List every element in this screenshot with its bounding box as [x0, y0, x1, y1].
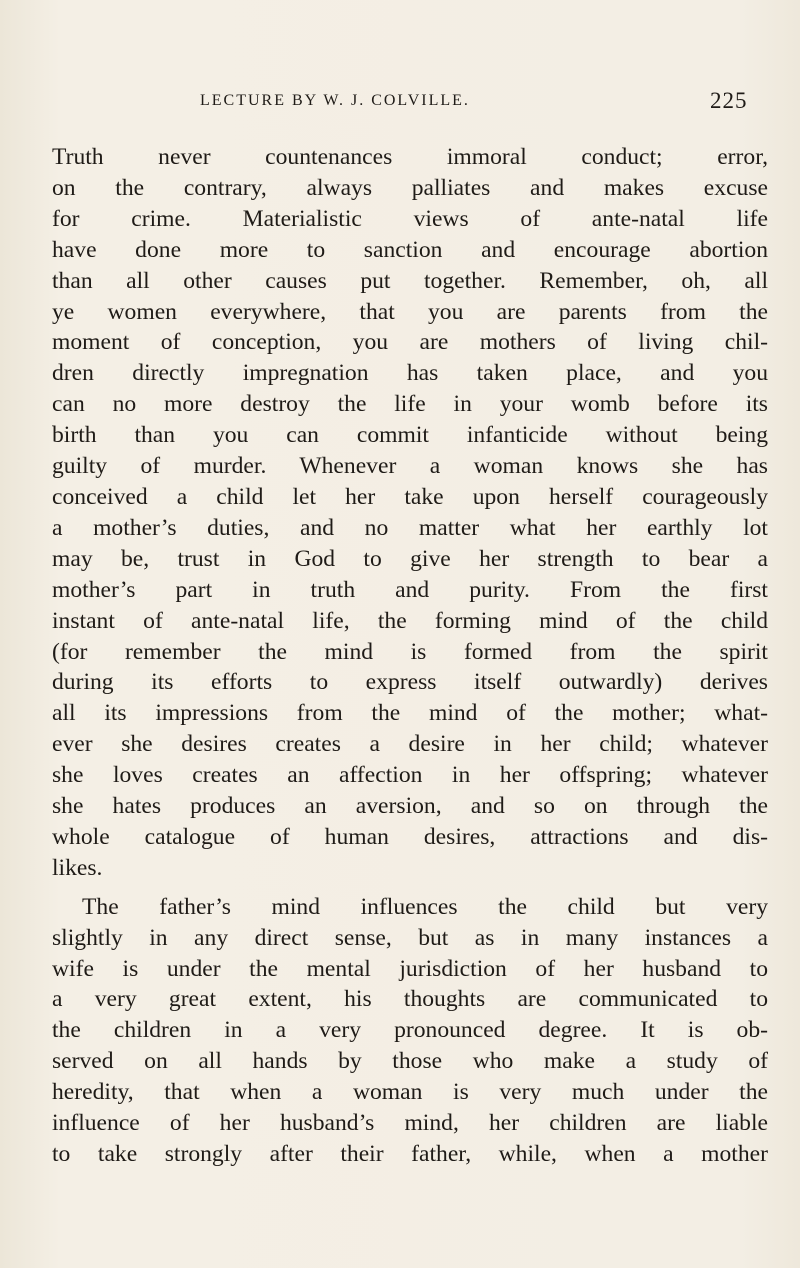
- text-line: wife is under the mental jurisdiction of her husband to: [52, 955, 768, 982]
- text-line: on the contrary, always palliates and makes excuse: [52, 174, 768, 201]
- text-line: a mother’s duties, and no matter what her earthly lot: [52, 514, 768, 541]
- page-number: 225: [710, 88, 748, 113]
- text-line: ever she desires creates a desire in her child; whatever: [52, 731, 768, 758]
- text-line: she hates produces an aversion, and so on through the: [52, 793, 768, 820]
- text-line: during its efforts to express itself outwardly) derives: [52, 669, 768, 696]
- text-line: dren directly impregnation has taken place, and you: [52, 360, 768, 387]
- text-line: to take strongly after their father, while, when a mother: [52, 1141, 768, 1167]
- text-line: for crime. Materialistic views of ante-natal life: [52, 205, 768, 232]
- body-text: [52, 142, 768, 1170]
- text-line: The father’s mind influences the child but very: [82, 893, 768, 920]
- text-line: instant of ante-natal life, the forming mind of the child: [52, 607, 768, 634]
- text-line: Truth never countenances immoral conduct; error,: [52, 144, 768, 170]
- text-line: all its impressions from the mind of the mother; what-: [52, 700, 768, 727]
- paragraph-gap: [52, 884, 768, 892]
- text-line: than all other causes put together. Remember, oh, all: [52, 267, 768, 294]
- text-line: whole catalogue of human desires, attractions and dis-: [52, 823, 768, 850]
- text-line: moment of conception, you are mothers of living chil-: [52, 329, 768, 356]
- text-line: can no more destroy the life in your womb before its: [52, 391, 768, 418]
- paragraph-2: [52, 892, 768, 1170]
- text-line: heredity, that when a woman is very much under the: [52, 1079, 768, 1106]
- text-line: ye women everywhere, that you are parents from the: [52, 298, 768, 325]
- text-line: slightly in any direct sense, but as in many instances a: [52, 924, 768, 951]
- text-line: influence of her husband’s mind, her children are liable: [52, 1110, 768, 1137]
- text-line: served on all hands by those who make a study of: [52, 1048, 768, 1075]
- text-line: guilty of murder. Whenever a woman knows she has: [52, 453, 768, 480]
- text-line: have done more to sanction and encourage abortion: [52, 236, 768, 263]
- paragraph-1: [52, 142, 768, 884]
- text-line: conceived a child let her take upon herself courageously: [52, 483, 768, 510]
- text-line: a very great extent, his thoughts are communicated to: [52, 986, 768, 1013]
- text-line: may be, trust in God to give her strength to bear a: [52, 545, 768, 572]
- text-line: (for remember the mind is formed from the spirit: [52, 638, 768, 665]
- text-line: mother’s part in truth and purity. From the first: [52, 576, 768, 603]
- text-line: she loves creates an affection in her offspring; whatever: [52, 762, 768, 789]
- running-head: LECTURE BY W. J. COLVILLE.: [200, 92, 470, 109]
- text-line: the children in a very pronounced degree. It is ob-: [52, 1017, 768, 1044]
- text-line: likes.: [52, 854, 103, 881]
- text-line: birth than you can commit infanticide without being: [52, 422, 768, 449]
